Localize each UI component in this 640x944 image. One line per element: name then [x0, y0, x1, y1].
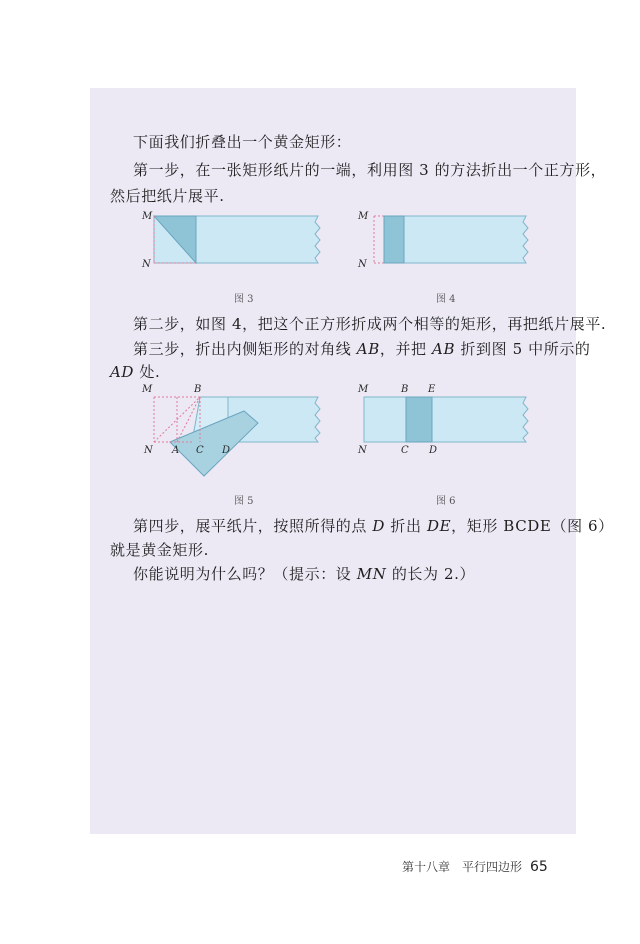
- fig3-label-m: M: [142, 211, 153, 222]
- step2-text: 第二步，如图 4，把这个正方形折成两个相等的矩形，再把纸片展平.: [133, 315, 607, 333]
- question-text: 你能说明为什么吗？（提示：设 MN 的长为 2.）: [133, 565, 476, 583]
- fig6-label-d: D: [429, 445, 438, 456]
- page-number: 65: [530, 859, 548, 875]
- fig5-label-m: M: [142, 384, 153, 395]
- fig3-caption: 图 3: [234, 294, 254, 305]
- intro-text: 下面我们折叠出一个黄金矩形：: [133, 133, 352, 151]
- fig6-label-e: E: [428, 384, 436, 395]
- fig6-caption: 图 6: [436, 496, 456, 507]
- fig6-label-n: N: [358, 445, 367, 456]
- step1-line2: 然后把纸片展平.: [110, 187, 225, 205]
- step4-line1: 第四步，展平纸片，按照所得的点 D 折出 DE，矩形 BCDE（图 6）: [133, 517, 614, 535]
- fig5-label-a: A: [172, 445, 180, 456]
- fig6-label-b: B: [401, 384, 409, 395]
- step3-line2: AD 处.: [110, 363, 161, 381]
- step1-line1: 第一步，在一张矩形纸片的一端，利用图 3 的方法折出一个正方形，: [133, 161, 607, 179]
- figure-3: [140, 206, 330, 276]
- figure-5: [140, 380, 340, 480]
- fig5-label-n: N: [144, 445, 153, 456]
- step3-line1: 第三步，折出内侧矩形的对角线 AB，并把 AB 折到图 5 中所示的: [133, 340, 591, 358]
- fig6-label-m: M: [358, 384, 369, 395]
- figure-4: [356, 206, 536, 276]
- fig5-label-c: C: [196, 445, 204, 456]
- fig4-label-n: N: [358, 259, 367, 270]
- chapter-title: 第十八章 平行四边形: [402, 860, 523, 874]
- fig5-label-d: D: [222, 445, 231, 456]
- fig6-label-c: C: [401, 445, 409, 456]
- figure-6: [356, 380, 536, 460]
- fig4-caption: 图 4: [436, 294, 456, 305]
- fig4-label-m: M: [358, 211, 369, 222]
- fig3-label-n: N: [142, 259, 151, 270]
- fig5-caption: 图 5: [234, 496, 254, 507]
- fig5-label-b: B: [194, 384, 202, 395]
- page-footer: [402, 858, 548, 875]
- step4-line2: 就是黄金矩形.: [110, 541, 209, 559]
